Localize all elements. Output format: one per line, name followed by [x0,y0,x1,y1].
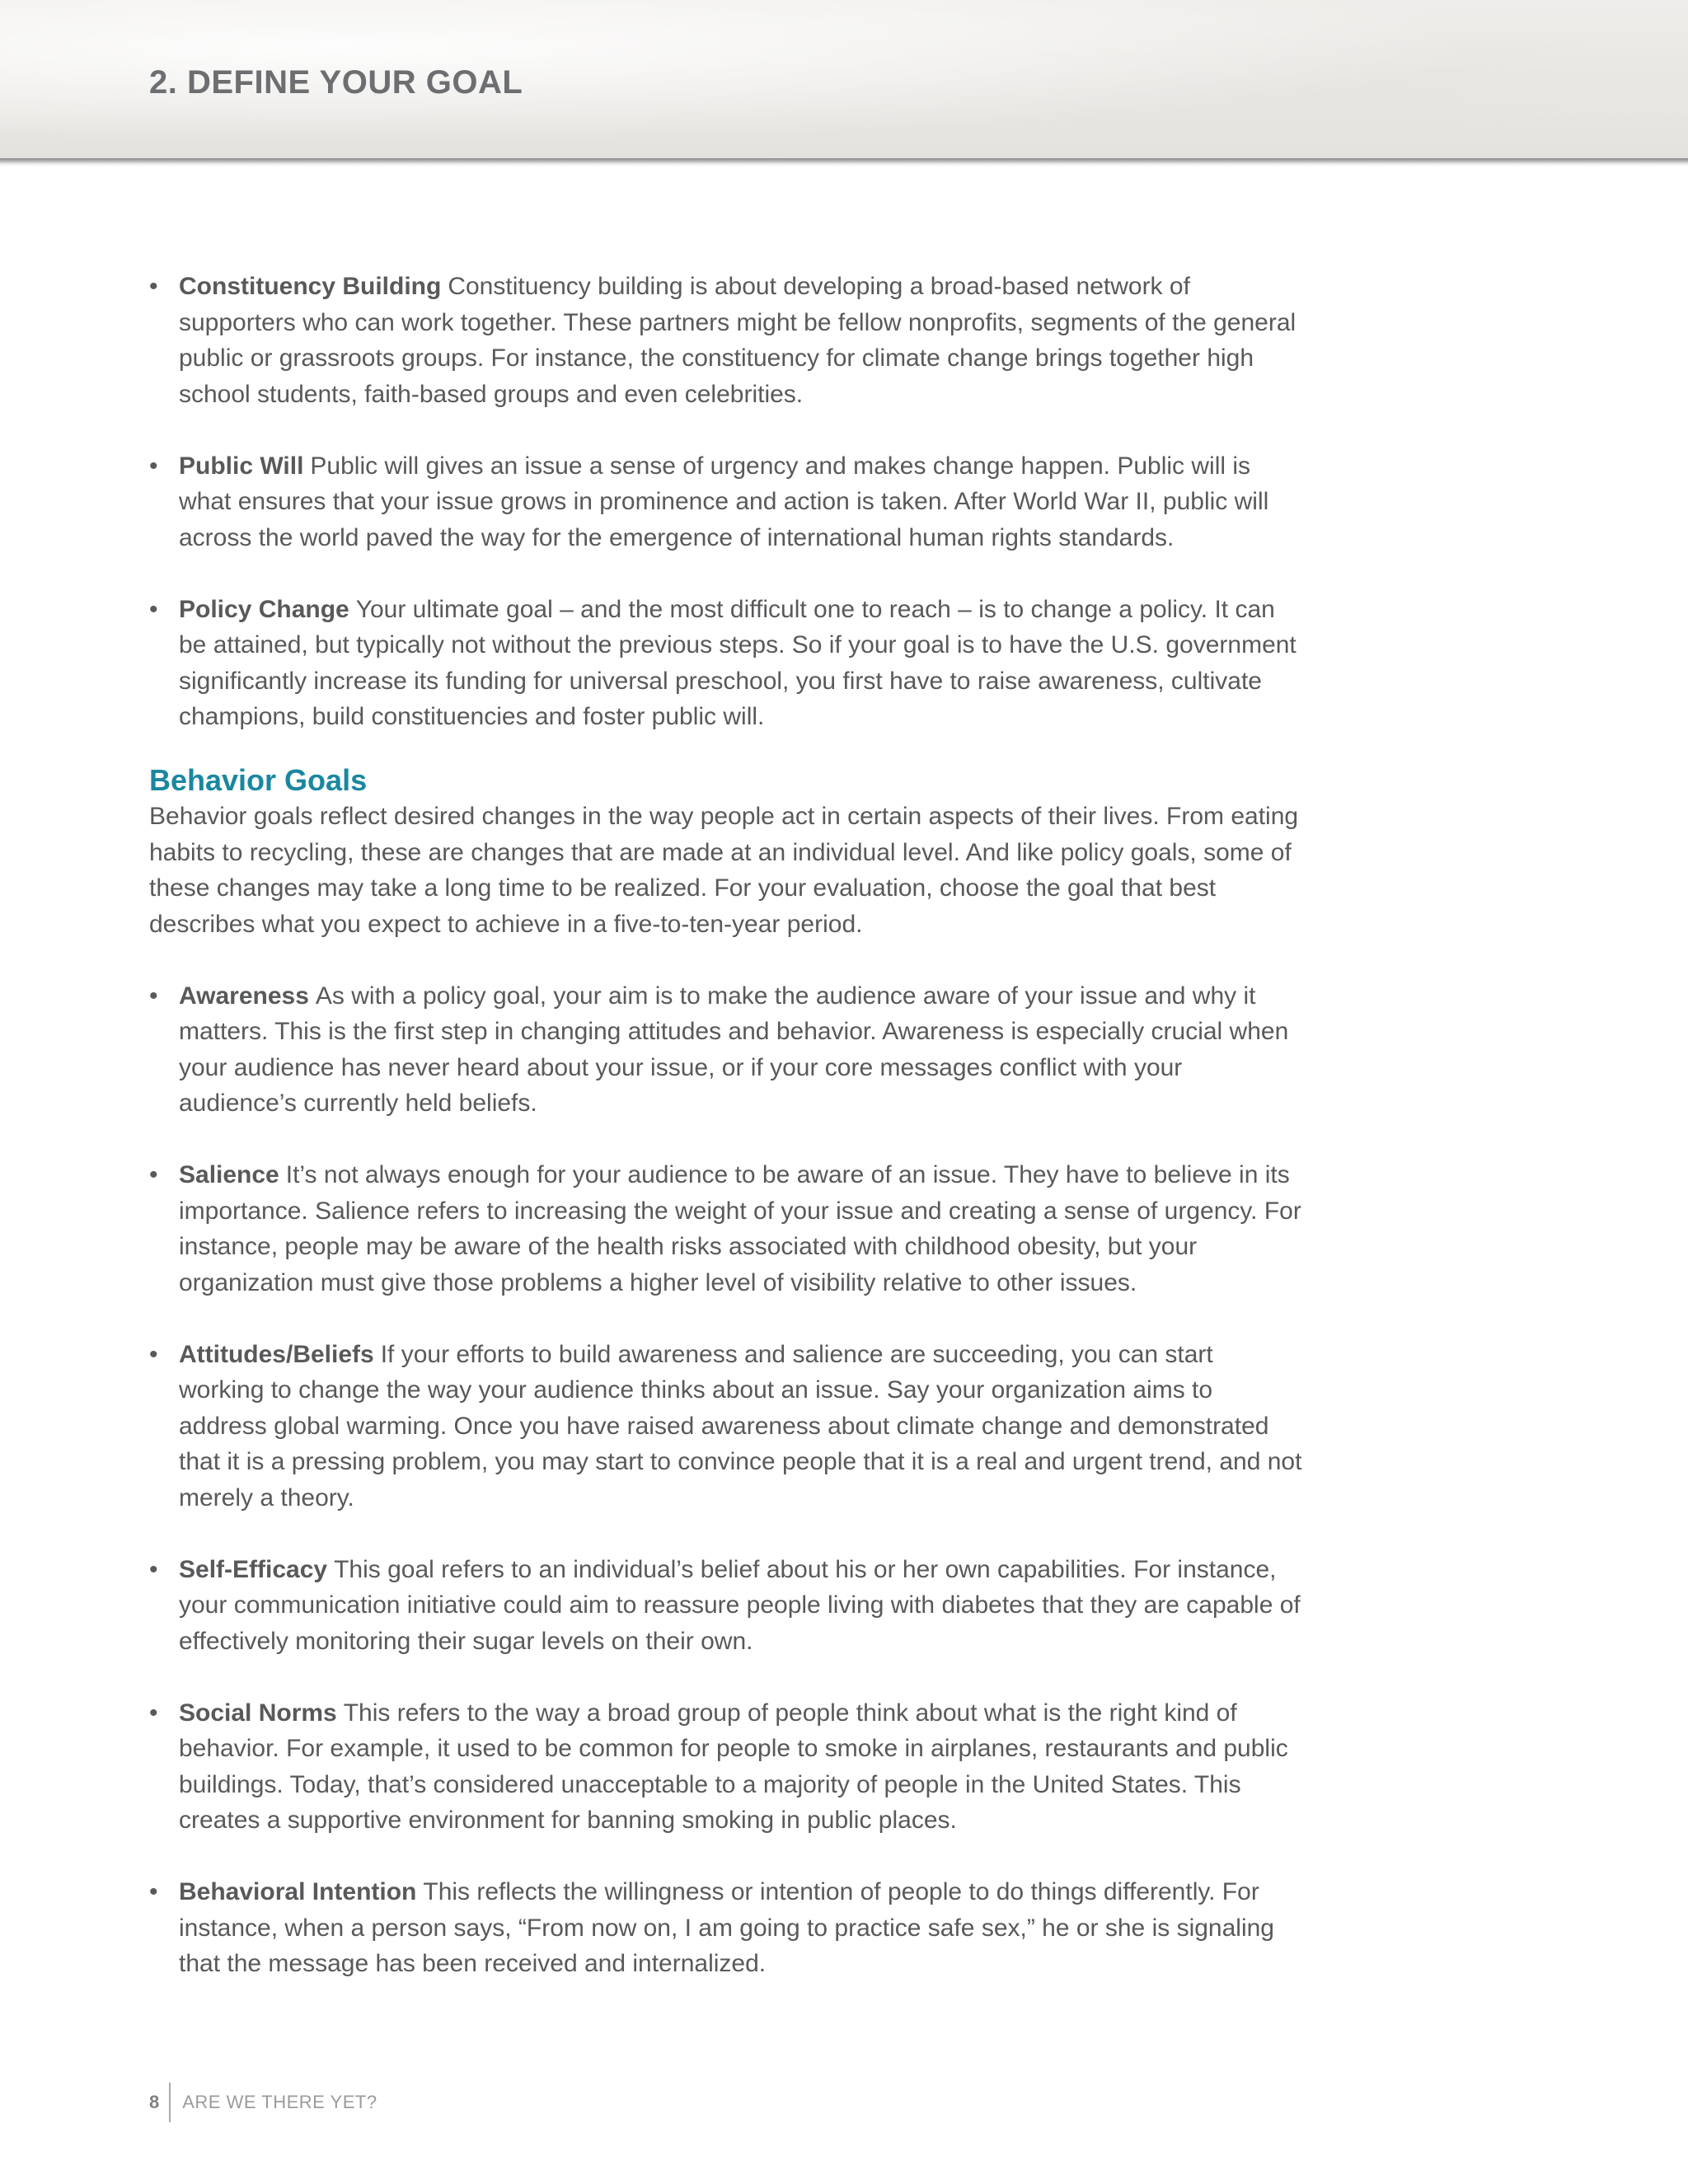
behavior-goals-heading: Behavior Goals [149,763,368,797]
item-term: Social Norms [179,1699,337,1727]
item-term: Self-Efficacy [179,1555,328,1583]
item-term: Attitudes/Beliefs [179,1340,374,1368]
list-item [149,1695,1303,1839]
list-item [149,448,1303,556]
list-item [149,978,1303,1122]
item-text: It’s not always enough for your audience to be aware of an issue. They have to believe in its importance. Salience refers to increasing the weight of your issue and creating a sense of urgency. For instance, people may be aware of the health risks associated with childhood obesity, but your organization must give those problems a higher level of visibility relative to other issues. [179,1161,1301,1296]
list-item [149,1874,1303,1982]
item-term: Constituency Building [179,273,442,300]
item-text: As with a policy goal, your aim is to make the audience aware of your issue and why it matters. This is the first step in changing attitudes and behavior. Awareness is especially crucial when your audience has never heard about your issue, or if your core messages conflict with your audience’s currently held beliefs. [179,982,1289,1117]
item-term: Awareness [179,982,309,1010]
header-band [0,0,1688,158]
item-text: Public will gives an issue a sense of urgency and makes change happen. Public will is what ensures that your issue grows in prominence and action is taken. After World War II, public will across the world paved the way for the emergence of international human rights standards. [179,452,1269,551]
item-term: Policy Change [179,595,349,623]
item-term: Behavioral Intention [179,1878,417,1905]
behavior-goals-list [149,978,1303,1982]
page-footer [149,2083,377,2122]
page-number: 8 [149,2083,171,2122]
item-text: This goal refers to an individual’s belief about his or her own capabilities. For instance, your communication initiative could aim to reassure people living with diabetes that they are capable of effectively monitoring their sugar levels on their own. [179,1555,1301,1655]
list-item [149,1337,1303,1516]
list-item [149,1552,1303,1660]
section-title: 2. DEFINE YOUR GOAL [149,64,523,101]
item-term: Salience [179,1161,279,1188]
item-text: If your efforts to build awareness and salience are succeeding, you can start working to change the way your audience thinks about an issue. Say your organization aims to address global warming. Once you have raised awareness about climate change and demonstrated that it is a pressing problem, you may start to convince people that it is a real and urgent trend, and not merely a theory. [179,1340,1302,1511]
behavior-goals-intro: Behavior goals reflect desired changes in the way people act in certain aspects of their lives. From eating habits to recycling, these are changes that are made at an individual level. And like policy goals, some of these changes may take a long time to be realized. For your evaluation, choose the goal that best describes what you expect to achieve in a five-to-ten-year period. [149,803,1299,938]
item-text: This reflects the willingness or intention of people to do things differently. For instance, when a person says, “From now on, I am going to practice safe sex,” he or she is signaling that the message has been received and internalized. [179,1878,1274,1977]
item-text: This refers to the way a broad group of people think about what is the right kind of behavior. For example, it used to be common for people to smoke in airplanes, restaurants and public buildings. Today, that’s considered unacceptable to a majority of people in the United States. This creates a supportive environment for banning smoking in public places. [179,1699,1288,1834]
item-term: Public Will [179,452,304,480]
policy-goals-list [149,269,1303,735]
item-text: Constituency building is about developing a broad-based network of supporters who can work together. These partners might be fellow nonprofits, segments of the general public or grassroots groups. For instance, the constituency for climate change brings together high school students, faith-based groups and even celebrities. [179,273,1296,408]
list-item [149,269,1303,412]
item-text: Your ultimate goal – and the most difficult one to reach – is to change a policy. It can be attained, but typically not without the previous steps. So if your goal is to have the U.S. government significantly increase its funding for universal preschool, you first have to raise awareness, cultivate champions, build constituencies and foster public will. [179,595,1296,730]
list-item [149,592,1303,735]
publication-title: ARE WE THERE YET? [182,2092,377,2112]
list-item [149,1157,1303,1301]
main-content [149,269,1303,2018]
